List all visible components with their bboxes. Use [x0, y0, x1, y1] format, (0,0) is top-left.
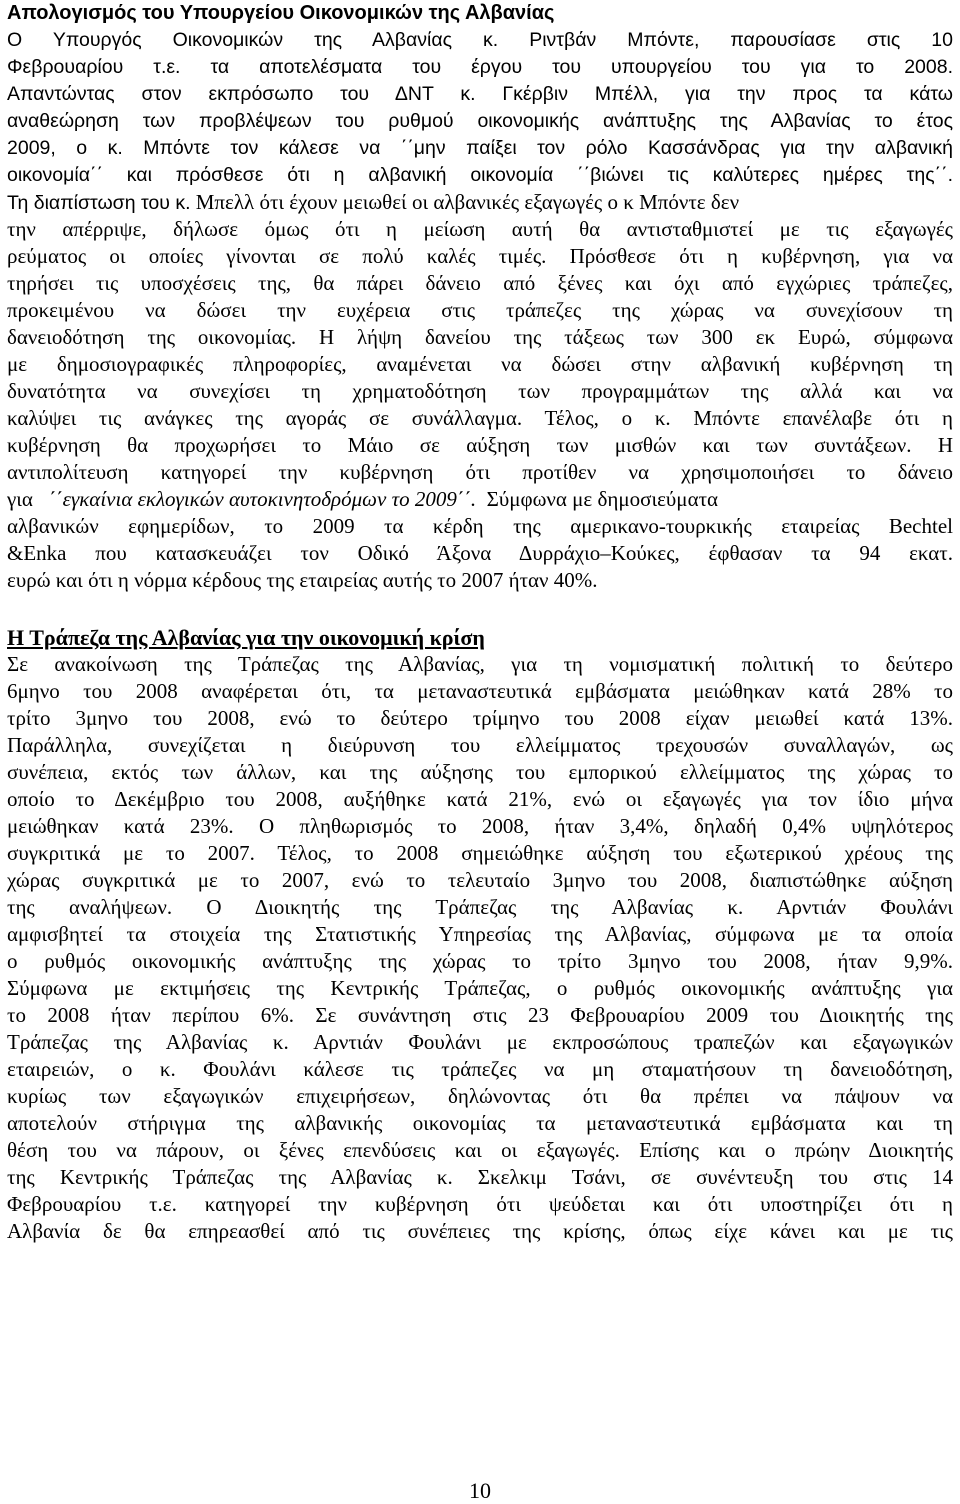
- paragraph-line: θέση του να πάρουν, οι ξένες επενδύσεις και οι εξαγωγές. Επίσης και ο πρώην Διοικητής: [7, 1138, 953, 1162]
- section-heading: Η Τράπεζα της Αλβανίας για την οικονομική κρίση: [7, 625, 485, 650]
- paragraph-line: αμφισβητεί τα στοιχεία της Στατιστικής Υπηρεσίας της Αλβανίας, σύμφωνα με τα οποία: [7, 922, 953, 946]
- paragraph-line: αναθεώρηση των προβλέψεων του ρυθμού οικονομικής ανάπτυξης της Αλβανίας το έτος: [7, 110, 953, 132]
- italic-quote: ΄΄εγκαίνια εκλογικών αυτοκινητοδρόμων το 2009΄΄.: [48, 487, 477, 511]
- paragraph-line: ο ρυθμός οικονομικής ανάπτυξης της χώρας το τρίτο 3μηνο του 2008, ήταν 9,9%.: [7, 949, 953, 973]
- paragraph-line: Τράπεζας της Αλβανίας κ. Αρντιάν Φουλάνι με εκπροσώπους τραπεζών και εξαγωγικών: [7, 1030, 953, 1054]
- section-title: Απολογισμός του Υπουργείου Οικονομικών της Αλβανίας: [7, 2, 555, 24]
- paragraph-line: αλβανικών εφημερίδων, το 2009 τα κέρδη της αμερικανο-τουρκικής εταιρείας Bechtel: [7, 514, 953, 538]
- paragraph-line: Φεβρουαρίου τ.ε. τα αποτελέσματα του έργου του υπουργείου του για το 2008.: [7, 56, 953, 78]
- line-start: Τη διαπίστωση του κ.: [7, 192, 191, 214]
- paragraph-line: με δημοσιογραφικές πληροφορίες, αναμένεται να δώσει στην αλβανική κυβέρνηση τη: [7, 352, 953, 376]
- paragraph-line: την απέρριψε, δήλωσε όμως ότι η μείωση αυτή θα αντισταθμιστεί με τις εξαγωγές: [7, 217, 953, 241]
- line-prefix: για: [7, 487, 33, 511]
- paragraph-line-italic: [7, 486, 953, 513]
- paragraph-line: οποίο το Δεκέμβριο του 2008, αυξήθηκε κατά 21%, ενώ οι εξαγωγές για τον ίδιο μήνα: [7, 787, 953, 811]
- paragraph-line: 2009, ο κ. Μπόντε τον κάλεσε να ΄΄μην παίξει τον ρόλο Κασσάνδρας για την αλβανική: [7, 137, 953, 159]
- paragraph-line: Απαντώντας στον εκπρόσωπο του ΔΝΤ κ. Γκέρβιν Μπέλλ, για την προς τα κάτω: [7, 83, 953, 105]
- paragraph-line: ρεύματος οι οποίες γίνονται σε πολύ καλές τιμές. Πρόσθεσε ότι η κυβέρνηση, για να: [7, 244, 953, 268]
- paragraph-line: δυνατότητα να συνεχίσει τη χρηματοδότηση των προγραμμάτων της αλλά και να: [7, 379, 953, 403]
- paragraph-line: Φεβρουαρίου τ.ε. κατηγορεί την κυβέρνηση ότι ψεύδεται και ότι υποστηρίζει ότι η: [7, 1192, 953, 1216]
- page-number: 10: [469, 1478, 491, 1503]
- paragraph-line: της Κεντρικής Τράπεζας της Αλβανίας κ. Σκελκιμ Τσάνι, σε συνέντευξη του στις 14: [7, 1165, 953, 1189]
- paragraph-line: οικονομία΄΄ και πρόσθεσε ότι η αλβανική οικονομία ΄΄βιώνει τις καλύτερες ημέρες της΄΄.: [7, 164, 953, 186]
- paragraph-line: εταιρειών, ο κ. Φουλάνι κάλεσε τις τράπεζες να μη σταματήσουν τη δανειοδότηση,: [7, 1057, 953, 1081]
- paragraph-line: καλύψει τις ανάγκες της αγοράς σε συνάλλαγμα. Τέλος, ο κ. Μπόντε επανέλαβε ότι η: [7, 406, 953, 430]
- paragraph-line: μειώθηκαν κατά 23%. Ο πληθωρισμός το 2008, ήταν 3,4%, δηλαδή 0,4% υψηλότερος: [7, 814, 953, 838]
- paragraph-line-mixed: [7, 189, 953, 216]
- paragraph-line: χώρας συγκριτικά με το 2007, ενώ το τελευταίο 3μηνο του 2008, διαπιστώθηκε αύξηση: [7, 868, 953, 892]
- line-tail: Μπελλ ότι έχουν μειωθεί οι αλβανικές εξαγωγές ο κ Μπόντε δεν: [195, 190, 740, 214]
- paragraph-line: της αναλήψεων. Ο Διοικητής της Τράπεζας της Αλβανίας κ. Αρντιάν Φουλάνι: [7, 895, 953, 919]
- paragraph-line: αποτελούν στήριγμα της αλβανικής οικονομίας τα μεταναστευτικά εμβάσματα και τη: [7, 1111, 953, 1135]
- paragraph-line: συνέπεια, εκτός των άλλων, και της αύξησης του εμπορικού ελλείμματος της χώρας το: [7, 760, 953, 784]
- paragraph-line: κυβέρνηση θα προχωρήσει το Μάιο σε αύξηση των μισθών και των συντάξεων. Η: [7, 433, 953, 457]
- paragraph-line: αντιπολίτευση κατηγορεί την κυβέρνηση ότι προτίθεν να χρησιμοποιήσει το δάνειο: [7, 460, 953, 484]
- paragraph-line: τηρήσει τις υποσχέσεις της, θα πάρει δάνειο από ξένες και όχι από εγχώριες τράπεζες,: [7, 271, 953, 295]
- paragraph-line: συγκριτικά με το 2007. Τέλος, το 2008 σημειώθηκε αύξηση του εξωτερικού χρέους της: [7, 841, 953, 865]
- paragraph-line: Σε ανακοίνωση της Τράπεζας της Αλβανίας, για τη νομισματική πολιτική το δεύτερο: [7, 652, 953, 676]
- paragraph-line: δανειοδότηση της οικονομίας. Η λήψη δανείου της τάξεως των 300 εκ Ευρώ, σύμφωνα: [7, 325, 953, 349]
- paragraph-line: κυρίως των εξαγωγικών επιχειρήσεων, δηλώνοντας ότι θα πρέπει να πάψουν να: [7, 1084, 953, 1108]
- paragraph-line: το 2008 ήταν περίπου 6%. Σε συνάντηση στις 23 Φεβρουαρίου 2009 του Διοικητής της: [7, 1003, 953, 1027]
- paragraph-line: &Enka που κατασκευάζει τον Οδικό Άξονα Δυρράχιο–Κούκες, έφθασαν τα 94 εκατ.: [7, 541, 953, 565]
- paragraph-line: ευρώ και ότι η νόρμα κέρδους της εταιρείας αυτής το 2007 ήταν 40%.: [7, 568, 598, 592]
- line-suffix: Σύμφωνα με δημοσιεύματα: [486, 487, 719, 511]
- paragraph-line: τρίτο 3μηνο του 2008, ενώ το δεύτερο τρίμηνο του 2008 είχαν μειωθεί κατά 13%.: [7, 706, 953, 730]
- paragraph-line: Ο Υπουργός Οικονομικών της Αλβανίας κ. Ριντβάν Μπόντε, παρουσίασε στις 10: [7, 29, 953, 51]
- paragraph-line: 6μηνο του 2008 αναφέρεται ότι, τα μεταναστευτικά εμβάσματα μειώθηκαν κατά 28% το: [7, 679, 953, 703]
- paragraph-line: Σύμφωνα με εκτιμήσεις της Κεντρικής Τράπεζας, ο ρυθμός οικονομικής ανάπτυξης για: [7, 976, 953, 1000]
- paragraph-line: Παράλληλα, συνεχίζεται η διεύρυνση του ελλείμματος τρεχουσών συναλλαγών, ως: [7, 733, 953, 757]
- paragraph-line: Αλβανία δε θα επηρεασθεί από τις συνέπειες της κρίσης, όπως είχε κάνει και με τις: [7, 1219, 953, 1243]
- paragraph-line: προκειμένου να δώσει την ευχέρεια στις τράπεζες της χώρας να συνεχίσουν τη: [7, 298, 953, 322]
